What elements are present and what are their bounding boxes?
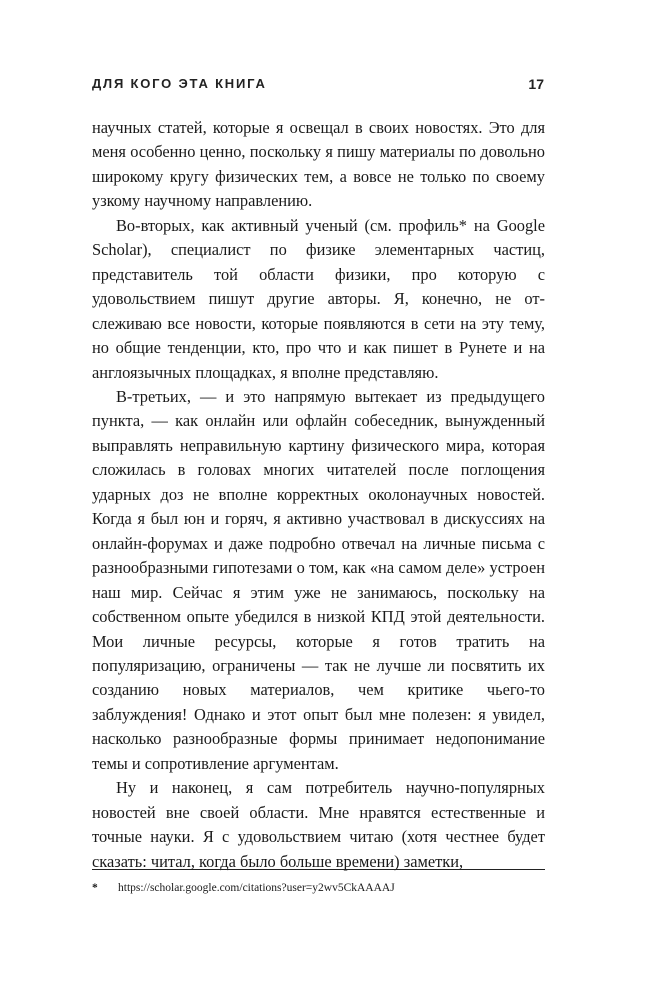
- footnote-link[interactable]: https://scholar.google.com/citations?user=y2wv5CkAAAAJ: [118, 882, 395, 894]
- running-title: ДЛЯ КОГО ЭТА КНИГА: [92, 76, 267, 91]
- running-header: [92, 76, 544, 91]
- paragraph-finally: Ну и наконец, я сам потребитель научно-популярных новостей вне своей области. Мне нравятся естественные и точные науки. Я с удовольствием читаю (хотя честнее будет сказать: читал, когда было больше времени) заметки,: [92, 778, 545, 871]
- paragraph-continuation: научных статей, которые я освещал в своих новостях. Это для меня особенно ценно, поскольку я пишу материалы по довольно широкому кругу физических тем, а вовсе не только по своему узкому научному направлению.: [92, 118, 545, 211]
- paragraph-thirdly: В-третьих, — и это напрямую вытекает из предыдущего пункта, — как онлайн или офлайн собеседник, вынужденный выправлять неправильную картину физического мира, которая сложилась в головах многих читателей после поглощения ударных доз не вполне корректных околонаучных новостей. Когда я был юн и горяч, я активно участвовал в дискуссиях на онлайн-форумах и даже подробно отвечал на личные письма с разнообразными гипотезами о том, как «на самом деле» устроен наш мир. Сейчас я этим уже не занимаюсь, поскольку на собственном опыте убедился в низкой КПД этой деятельности. Мои личные ресурсы, которые я готов тратить на популяризацию, ограничены — так не лучше ли посвятить их созданию новых материалов, чем критике чьего-то заблуждения! Однако и этот опыт был мне полезен: я увидел, насколько разнообразные формы принимает недопонимание темы и сопротивление аргументам.: [92, 386, 545, 773]
- body-text: [92, 116, 545, 874]
- page-number: 17: [528, 76, 544, 92]
- footnote-mark: *: [92, 882, 98, 894]
- footnote-rule: [92, 869, 545, 870]
- paragraph-secondly: Во-вторых, как активный ученый (см. профиль* на Google Scholar), специалист по физике элементарных частиц, представитель той области физики, про которую с удовольствием пишут другие авторы. Я, конечно, не отслеживаю все новости, которые появляются в сети на эту тему, но общие тенденции, кто, про что и как пишет в Рунете и на англоязычных площадках, я вполне представляю.: [92, 215, 545, 382]
- footnote: [92, 880, 545, 896]
